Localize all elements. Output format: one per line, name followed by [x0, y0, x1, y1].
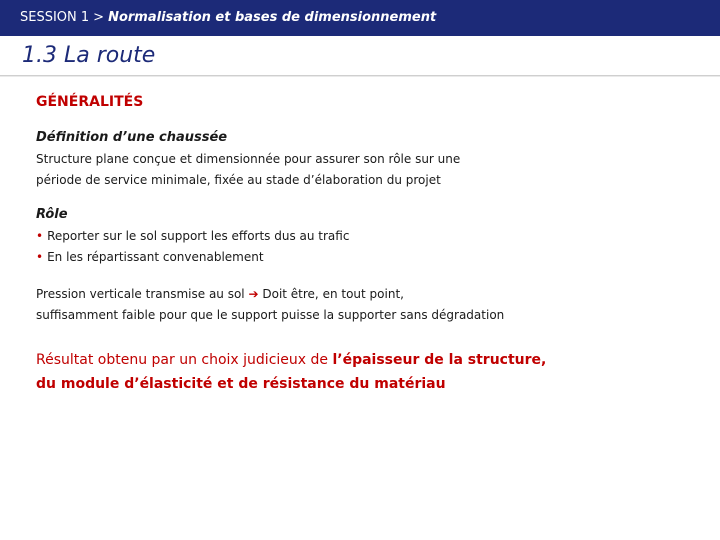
definition-title: Définition d’une chaussée	[36, 130, 228, 145]
bullet-icon: •	[36, 229, 44, 243]
pression-line-2: suffisamment faible pour que le support puisse la supporter sans dégradation	[36, 308, 505, 322]
page-title: 1.3 La route	[22, 43, 156, 68]
slide-content	[36, 94, 686, 396]
title-band	[0, 36, 720, 76]
definition-block	[36, 130, 686, 191]
section-heading: GÉNÉRALITÉS	[36, 94, 144, 110]
arrow-right-icon: ➔	[248, 287, 259, 301]
session-label: SESSION 1	[20, 10, 90, 25]
pression-block	[36, 284, 686, 326]
header-bar	[0, 0, 720, 36]
pression-line-1	[36, 284, 686, 305]
role-title: Rôle	[36, 207, 68, 222]
role-bullet-2	[36, 247, 686, 268]
definition-line-1: Structure plane conçue et dimensionnée pour assurer son rôle sur une	[36, 152, 461, 166]
definition-line-2: période de service minimale, fixée au stade d’élaboration du projet	[36, 173, 441, 187]
title-divider	[0, 76, 720, 77]
role-bullet-text: Reporter sur le sol support les efforts dus au trafic	[47, 229, 350, 243]
role-bullet-text: En les répartissant convenablement	[47, 250, 264, 264]
bullet-icon: •	[36, 250, 44, 264]
pression-text-b: Doit être, en tout point,	[262, 287, 404, 301]
role-bullet-1	[36, 226, 686, 247]
result-emphasis-2: du module d’élasticité et de résistance du matériau	[36, 376, 446, 392]
breadcrumb-separator: >	[93, 10, 105, 25]
pression-text-a: Pression verticale transmise au sol	[36, 287, 245, 301]
session-subtitle: Normalisation et bases de dimensionnement	[108, 10, 437, 25]
role-block	[36, 207, 686, 268]
result-emphasis-1: l’épaisseur de la structure,	[332, 352, 547, 368]
result-statement	[36, 348, 686, 396]
result-text-1: Résultat obtenu par un choix judicieux de	[36, 352, 333, 368]
